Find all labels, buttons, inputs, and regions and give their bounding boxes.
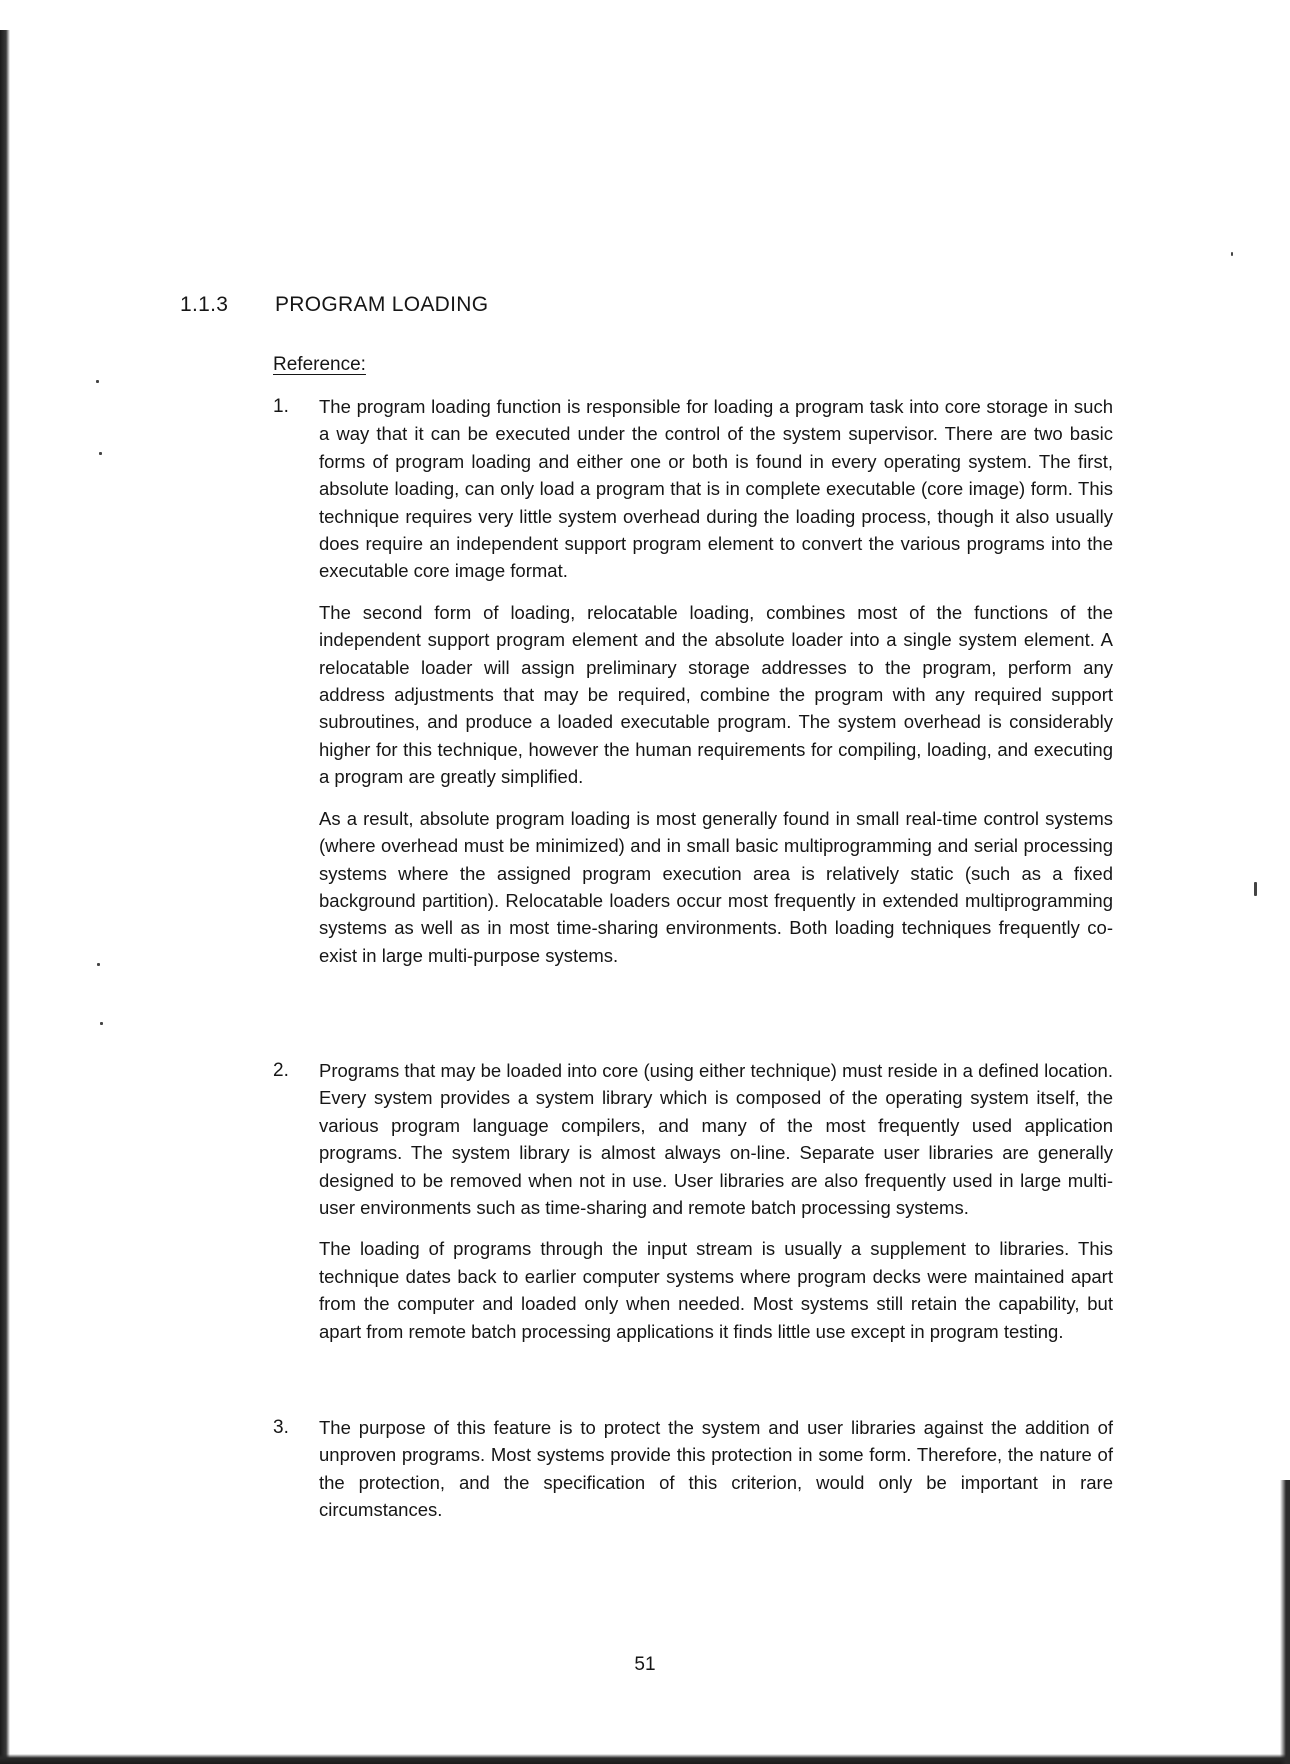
scan-speck — [1231, 252, 1233, 256]
list-item-2 — [273, 1057, 1113, 1359]
scan-border-bottom — [0, 1754, 1290, 1764]
item-body — [319, 393, 1113, 969]
list-item-1 — [273, 393, 1113, 983]
page-number: 51 — [634, 1654, 656, 1675]
reference-label: Reference: — [273, 354, 366, 375]
scan-speck — [96, 380, 99, 383]
paragraph: As a result, absolute program loading is most generally found in small real-time control systems (where overhead must be minimized) and in small basic multiprogramming and serial processing systems where the assigned program execution area is relatively static (such as a fixed background partition). Relocatable loaders occur most frequently in extended multiprogramming systems as well as in most time-sharing environments. Both loading techniques frequently co-exist in large multi-purpose systems. — [319, 807, 1113, 966]
paragraph: The second form of loading, relocatable loading, combines most of the functions of the independent support program element and the absolute loader into a single system element. A relocatable loader will assign preliminary storage addresses to the program, perform any address adjustments that may be required, combine the program with any required support subroutines, and produce a loaded executable program. The system overhead is considerably higher for this technique, however the human requirements for compiling, loading, and executing a program are greatly simplified. — [319, 601, 1113, 788]
scan-speck — [97, 963, 100, 966]
paragraph: The loading of programs through the input stream is usually a supplement to libraries. This technique dates back to earlier computer systems where program decks were maintained apart from the computer and loaded only when needed. Most systems still retain the capability, but apart from remote batch processing applications it finds little use except in program testing. — [319, 1238, 1113, 1342]
item-body — [319, 1057, 1113, 1345]
paragraph: Programs that may be loaded into core (using either technique) must reside in a defined location. Every system provides a system library which is composed of the operating system itself, the various program language compilers, and many of the most frequently used application programs. The system library is almost always on-line. Separate user libraries are generally designed to be removed when not in use. User libraries are also frequently used in large multi-user environments such as time-sharing and remote batch processing systems. — [319, 1060, 1113, 1219]
paragraph: The purpose of this feature is to protect the system and user libraries against the addition of unproven programs. Most systems provide this protection in some form. Therefore, the nature of the protection, and the specification of this criterion, would only be important in rare circumstances. — [319, 1417, 1113, 1521]
section-heading — [180, 293, 488, 317]
item-number: 3. — [273, 1417, 289, 1438]
scan-border-right — [1280, 1480, 1290, 1764]
list-item-3 — [273, 1414, 1113, 1538]
item-body — [319, 1414, 1113, 1524]
item-number: 1. — [273, 396, 289, 417]
scan-speck — [99, 452, 102, 455]
scan-border-left — [0, 30, 10, 1764]
scan-speck — [100, 1022, 103, 1025]
section-title: PROGRAM LOADING — [275, 293, 489, 316]
item-number: 2. — [273, 1060, 289, 1081]
section-number: 1.1.3 — [180, 293, 229, 316]
scan-speck — [1254, 882, 1257, 896]
paragraph: The program loading function is responsible for loading a program task into core storage in such a way that it can be executed under the control of the system supervisor. There are two basic forms of program loading and either one or both is found in every operating system. The first, absolute loading, can only load a program that is in complete executable (core image) form. This technique requires very little system overhead during the loading process, though it also usually does require an independent support program element to convert the various programs into the executable core image format. — [319, 396, 1113, 582]
